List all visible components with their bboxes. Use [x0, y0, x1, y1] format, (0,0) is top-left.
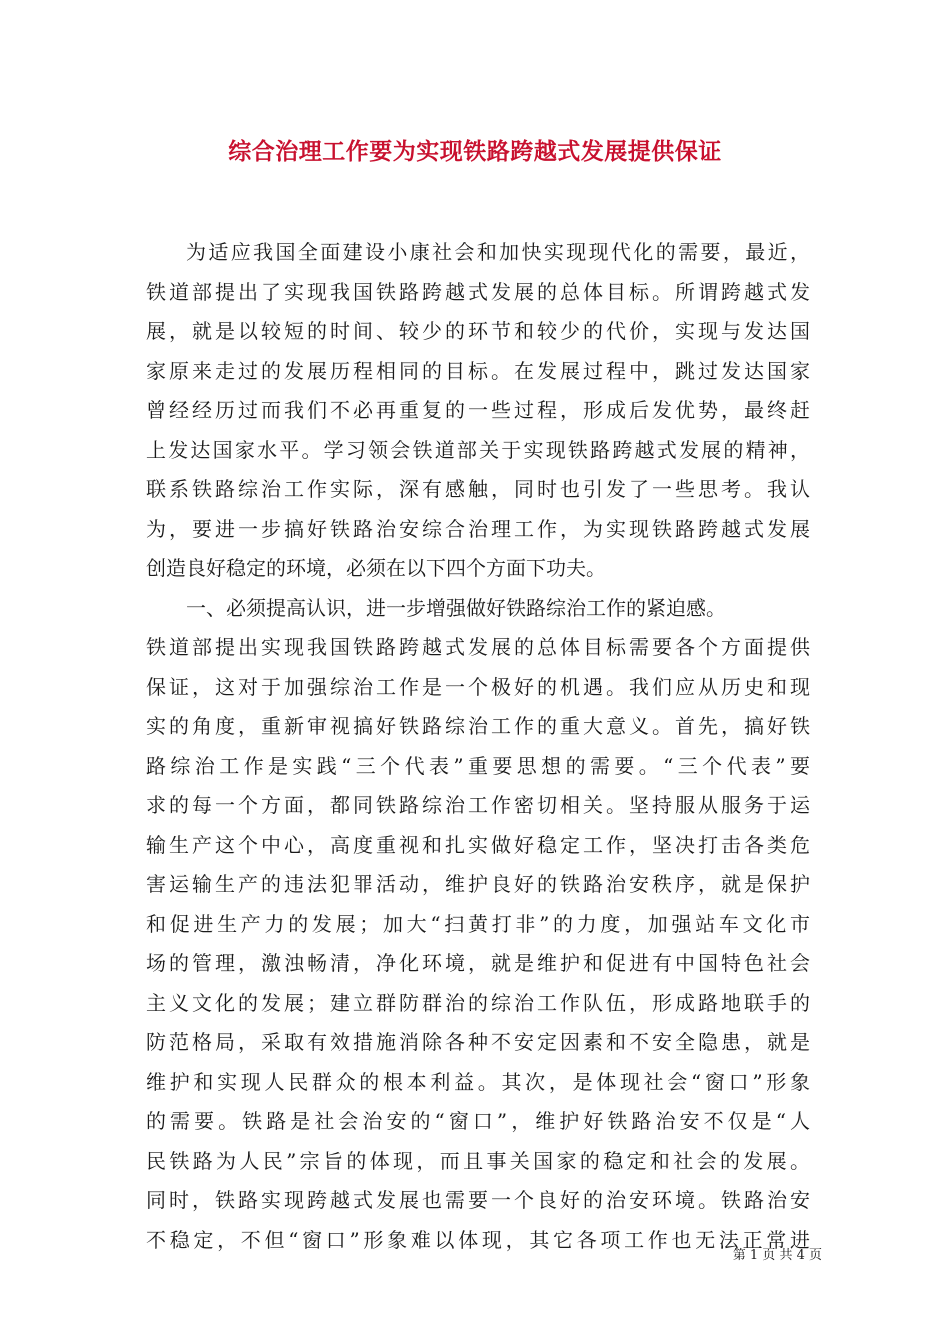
text-line: 求的每一个方面，都同铁路综治工作密切相关。坚持服从服务于运	[146, 793, 810, 817]
text-line: 实的角度，重新审视搞好铁路综治工作的重大意义。首先，搞好铁	[146, 714, 810, 738]
section-heading-line: 一、必须提高认识，进一步增强做好铁路综治工作的紧迫感。	[186, 595, 726, 620]
page-number-footer: 第 1 页 共 4 页	[732, 1248, 822, 1263]
text-line: 为，要进一步搞好铁路治安综合治理工作，为实现铁路跨越式发展	[146, 516, 810, 541]
text-line: 为适应我国全面建设小康社会和加快实现现代化的需要，最近，	[186, 240, 810, 264]
text-line: 输生产这个中心，高度重视和扎实做好稳定工作，坚决打击各类危	[146, 832, 810, 857]
document-body	[146, 233, 810, 1260]
text-line: 害运输生产的违法犯罪活动，维护良好的铁路治安秩序，就是保护	[146, 872, 810, 896]
document-title: 综合治理工作要为实现铁路跨越式发展提供保证	[228, 138, 722, 165]
text-line: 路综治工作是实践“三个代表”重要思想的需要。“三个代表”要	[146, 753, 810, 778]
text-line: 铁道部提出实现我国铁路跨越式发展的总体目标需要各个方面提供	[146, 635, 810, 659]
text-line: 家原来走过的发展历程相同的目标。在发展过程中，跳过发达国家	[146, 358, 810, 383]
text-line: 同时，铁路实现跨越式发展也需要一个良好的治安环境。铁路治安	[146, 1188, 810, 1212]
text-line: 和促进生产力的发展；加大“扫黄打非”的力度，加强站车文化市	[146, 911, 810, 936]
text-line: 民铁路为人民”宗旨的体现，而且事关国家的稳定和社会的发展。	[146, 1148, 810, 1173]
text-line: 联系铁路综治工作实际，深有感触，同时也引发了一些思考。我认	[146, 477, 810, 501]
text-line: 防范格局，采取有效措施消除各种不安定因素和不安全隐患，就是	[146, 1030, 810, 1054]
text-line: 创造良好稳定的环境，必须在以下四个方面下功夫。	[146, 556, 606, 580]
text-line: 铁道部提出了实现我国铁路跨越式发展的总体目标。所谓跨越式发	[146, 279, 810, 304]
text-line: 不稳定，不但“窗口”形象难以体现，其它各项工作也无法正常进	[146, 1227, 810, 1252]
text-line: 上发达国家水平。学习领会铁道部关于实现铁路跨越式发展的精神，	[146, 437, 810, 462]
text-line: 的需要。铁路是社会治安的“窗口”，维护好铁路治安不仅是“人	[146, 1109, 810, 1133]
text-line: 展，就是以较短的时间、较少的环节和较少的代价，实现与发达国	[146, 319, 810, 343]
text-line: 曾经经历过而我们不必再重复的一些过程，形成后发优势，最终赶	[146, 398, 810, 422]
text-line: 场的管理，激浊畅清，净化环境，就是维护和促进有中国特色社会	[146, 951, 810, 975]
text-line: 维护和实现人民群众的根本利益。其次，是体现社会“窗口”形象	[146, 1069, 810, 1094]
text-line: 保证，这对于加强综治工作是一个极好的机遇。我们应从历史和现	[146, 674, 810, 699]
text-line: 主义文化的发展；建立群防群治的综治工作队伍，形成路地联手的	[146, 990, 810, 1015]
